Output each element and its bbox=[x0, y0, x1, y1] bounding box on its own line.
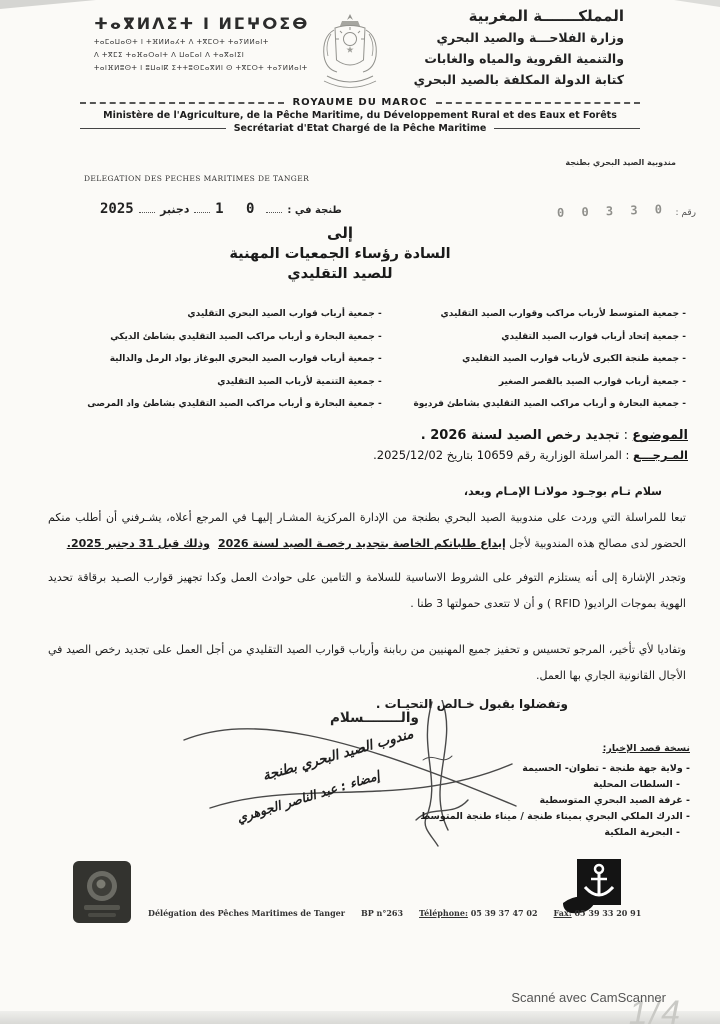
secretariat-line bbox=[80, 123, 640, 134]
ministere-line: Ministère de l'Agriculture, de la Pêche Maritime, du Développement Rural et des Eaux et Forêts bbox=[103, 110, 617, 121]
date-year-stamp: 2025 bbox=[100, 201, 134, 217]
association-row bbox=[52, 309, 686, 319]
header-tifinagh-block bbox=[94, 14, 316, 72]
divider bbox=[80, 102, 284, 104]
association-item: - جمعية أرباب قوارب الصيد البحري البوغاز بواد الرمل والدالية bbox=[109, 354, 382, 364]
recipient-line: للصيد التقليدي bbox=[287, 266, 393, 282]
cc-item: - السلطات المحلية bbox=[593, 779, 680, 790]
ministry-line-ar: وزارة الفلاحـــة والصيد البحري bbox=[436, 30, 624, 45]
association-item: - جمعية أرباب قوارب الصيد بالقصر الصغير bbox=[498, 376, 686, 387]
association-row bbox=[52, 377, 686, 387]
separator: : bbox=[621, 448, 633, 462]
fax-value: 05 39 33 20 91 bbox=[574, 908, 642, 918]
association-item: - جمعية أرباب قوارب الصيد البحري التقليدي bbox=[187, 309, 382, 319]
divider bbox=[80, 128, 226, 129]
association-item: - جمعية طنجة الكبرى لأرباب قوارب الصيد التقليدي bbox=[462, 354, 686, 364]
salam-word: والــــــــسلام bbox=[330, 710, 419, 726]
number-stamp: 0 0 3 3 0 bbox=[557, 202, 668, 220]
subject-label: الموضوع bbox=[632, 428, 688, 443]
footer-telephone bbox=[419, 908, 537, 918]
recipient-line: السادة رؤساء الجمعيات المهنية bbox=[229, 246, 451, 262]
scan-edge-bottom bbox=[0, 1011, 720, 1024]
signature-name: إمضاء : عبد الناصر الجوهري bbox=[235, 767, 382, 826]
delegation-arabic-label: مندوبية الصيد البحري بطنجة bbox=[565, 158, 676, 167]
page-number-watermark: 1/4 bbox=[628, 994, 682, 1024]
scan-edge-top-right bbox=[674, 0, 720, 7]
date-month-stamp: دجنبر bbox=[159, 202, 190, 217]
association-item: - جمعية البحارة و أرباب مراكب الصيد التقليدي بشاطئ الديكي bbox=[110, 331, 382, 342]
divider bbox=[436, 102, 640, 104]
cc-item: - غرفة الصيد البحري المتوسطية bbox=[539, 795, 690, 806]
telephone-value: 05 39 37 47 02 bbox=[470, 908, 538, 918]
subject-value: تجديد رخص الصيد لسنة 2026 . bbox=[420, 428, 620, 443]
association-item: - جمعية المتوسط لأرباب مراكب وقوارب الصيد التقليدي bbox=[440, 309, 686, 319]
footer-contact-line bbox=[148, 908, 642, 918]
separator: : bbox=[619, 428, 633, 443]
cc-item: - الدرك الملكي البحري بميناء طنجة / ميناء طنجة المتوسط bbox=[420, 811, 690, 822]
association-item: - جمعية البحارة و أرباب مراكب الصيد التقليدي بشاطئ فرديوة bbox=[413, 399, 686, 409]
paragraph-1-underlined: إيداع طلباتكم الخاصة بتجديد رخصـة الصيد لسنة 2026 bbox=[217, 537, 506, 550]
association-item: - جمعية التنمية لأرباب الصيد التقليدي bbox=[217, 376, 382, 387]
cc-block bbox=[378, 741, 690, 841]
dotted-line bbox=[194, 202, 210, 213]
recipient-block bbox=[0, 224, 680, 282]
divider bbox=[494, 128, 640, 129]
recipient-to: إلى bbox=[327, 224, 353, 242]
reference-value: المراسلة الوزارية رقم 10659 بتاريخ 2025/12/02. bbox=[373, 448, 622, 462]
footer-bp: BP n°263 bbox=[360, 908, 404, 918]
association-item: - جمعية إتحاد أرباب قوارب الصيد التقليدي bbox=[501, 331, 686, 342]
header-arabic-block bbox=[384, 6, 624, 90]
cc-title: نسخة قصد الإخبار: bbox=[602, 743, 690, 754]
association-row bbox=[52, 332, 686, 342]
subject-line bbox=[373, 428, 688, 443]
delegation-french-label: DELEGATION DES PECHES MARITIMES DE TANGER bbox=[84, 174, 310, 183]
scan-edge-top-left bbox=[0, 0, 96, 9]
cc-item: - البحرية الملكية bbox=[604, 827, 680, 838]
kingdom-title-ar: المملكـــــــة المغربية bbox=[468, 7, 624, 25]
reference-number-line bbox=[557, 204, 696, 218]
footer-fax bbox=[554, 908, 642, 918]
dotted-line bbox=[139, 202, 155, 213]
association-item: - جمعية البحارة و أرباب مراكب الصيد التقليدي بشاطئ واد المرصى bbox=[87, 399, 382, 409]
ministry-line-ar: والتنمية القروية والمياه والغابات bbox=[424, 51, 624, 66]
letter-body bbox=[48, 479, 686, 717]
salutation: سلام تـام بوجـود مولانـا الإمـام وبعد، bbox=[463, 485, 662, 498]
cc-item: - ولاية جهة طنجة - تطوان- الحسيمة bbox=[522, 763, 690, 774]
paragraph-2-text: وتجدر الإشارة إلى أنه يستلزم التوفر على الشروط الاساسية للسلامة و التامين على حوادث العمل وكدا تجهيز قوارب الصـيد برقاقة تحديد الهوية بموجات الراديو bbox=[48, 571, 686, 610]
tifinagh-kingdom-title: ⵜⴰⴳⵍⴷⵉⵜ ⵏ ⵍⵎⵖⵔⵉⴱ bbox=[94, 14, 310, 33]
paragraph-2 bbox=[48, 565, 686, 617]
tifinagh-ministry-line: ⵜⴰⵎⴰⵡⴰⵙⵜ ⵏ ⵜⴼⵍⵍⴰⵃⵜ ⴷ ⵜⴳⵎⵔⵜ ⵜⴰⵢⵍⵍⴰⵏⵜ bbox=[94, 38, 269, 46]
date-label: طنجة في : bbox=[287, 205, 342, 216]
date-stamp-line bbox=[100, 201, 342, 217]
coat-of-arms-icon bbox=[315, 10, 385, 100]
subject-block bbox=[373, 428, 688, 462]
number-label: رقم : bbox=[675, 208, 696, 218]
paragraph-3: وتفاديا لأي تأخير، المرجو تحسيس و تحفيز جميع المهنيين من ربابنة وأرباب قوارب الصيد التقليدي من أجل العمل على تجديد رخص الصيد في الأجال القانونية الجاري بها العمل. bbox=[48, 643, 686, 682]
date-day-stamp: 1 0 bbox=[215, 201, 262, 217]
associations-list bbox=[52, 309, 686, 422]
rfid-term: ( RFID ) bbox=[546, 597, 589, 610]
royaume-du-maroc-line bbox=[80, 97, 640, 108]
dotted-line bbox=[266, 202, 282, 213]
signature-title: مندوب الصيد البحري بطنجة bbox=[260, 725, 416, 785]
footer-delegation-name: Délégation des Pêches Maritimes de Tanger bbox=[148, 908, 345, 918]
fax-label: Fax: bbox=[553, 908, 572, 918]
reference-line bbox=[373, 448, 688, 462]
reference-label: المـرجـــع bbox=[633, 448, 688, 462]
camscanner-watermark: Scanné avec CamScanner bbox=[511, 990, 666, 1005]
paragraph-1-text: تبعا للمراسلة التي وردت على مندوبية الصيد البحري بطنجة من الإدارة المركزية المشـار إليهـا في المرجع أعلاه، يشـرفني أن أطلب منكم الحضور لدى مصالح هذه المندوبية لأجل bbox=[48, 511, 686, 550]
tifinagh-secretariat-line: ⵜⴰⵏⴼⵍⵓⵙⵜ ⵏ ⵓⵡⴰⵏⴽ ⵉⵜⵜⵓⵙⵎⴰⴳⵍⵏ ⵙ ⵜⴳⵎⵔⵜ ⵜⴰⵢⵍⵍⴰⵏⵜ bbox=[94, 64, 308, 72]
stamp-logo-icon bbox=[72, 860, 132, 928]
association-row bbox=[52, 399, 686, 409]
association-row bbox=[52, 354, 686, 364]
paragraph-2-text: و أن لا تتعدى حمولتها 3 طنا . bbox=[410, 597, 547, 610]
secretariat-label: Secrétariat d'Etat Chargé de la Pêche Maritime bbox=[233, 123, 487, 134]
telephone-label: Téléphone: bbox=[419, 908, 468, 918]
tifinagh-ministry-line: ⴷ ⵜⴳⵎⵉ ⵜⴰⴼⴰⵔⴰⵏⵜ ⴷ ⵡⴰⵎⴰⵏ ⴷ ⵜⴰⴳⴰⵏⵉⵏ bbox=[94, 51, 245, 59]
secretariat-line-ar: كتابة الدولة المكلفة بالصيد البحري bbox=[413, 72, 624, 87]
deadline-underlined: وذلك قبل 31 دجنبر 2025. bbox=[66, 537, 210, 550]
closing-formula: وتفضلوا بقبول خـالص التحيـات . bbox=[375, 697, 568, 711]
paragraph-1 bbox=[48, 505, 686, 557]
royaume-label: ROYAUME DU MAROC bbox=[292, 97, 428, 108]
